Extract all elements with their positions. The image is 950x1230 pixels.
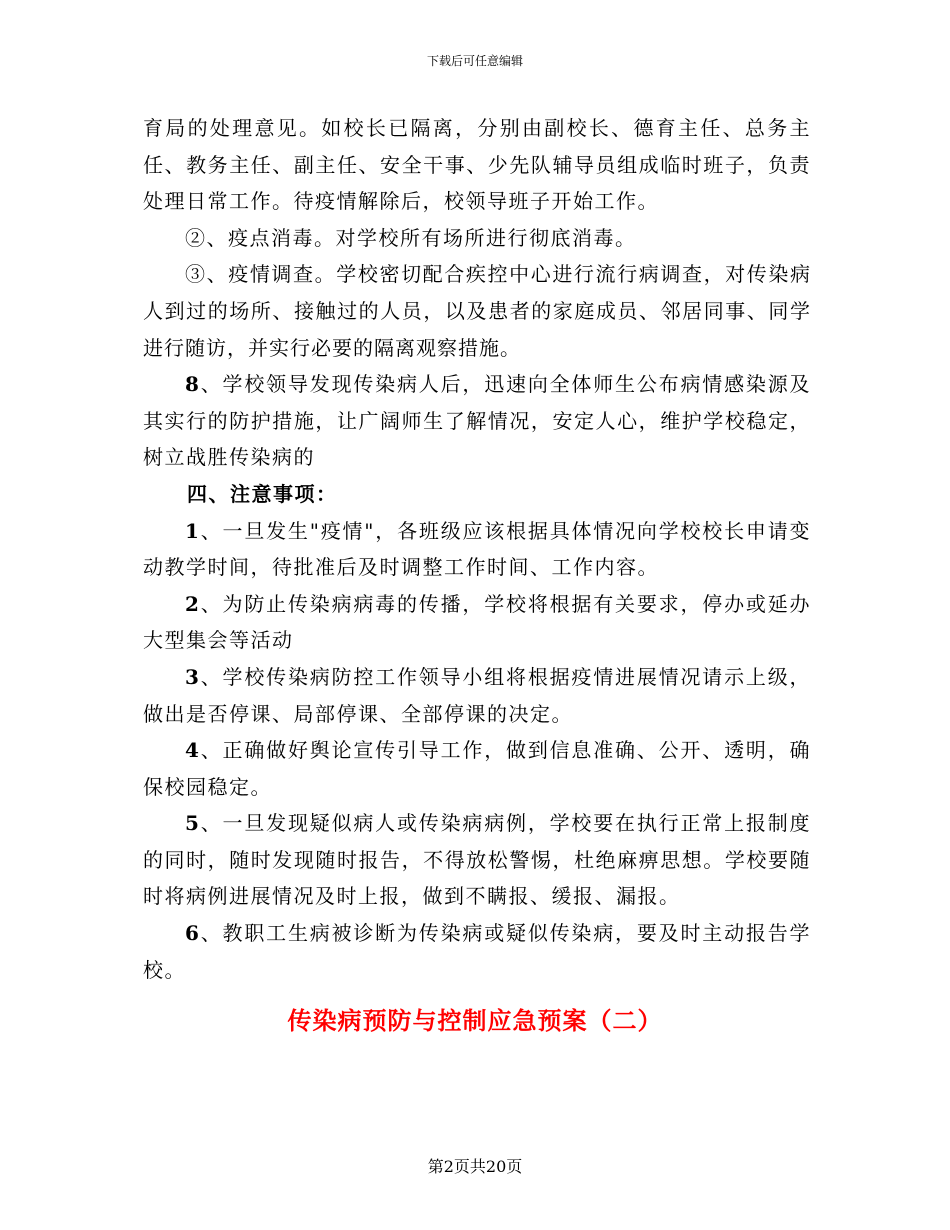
page-footer-number: 第2页共20页 — [427, 1157, 523, 1176]
paragraph-text: 、学校传染病防控工作领导小组将根据疫情进展情况请示上级，做出是否停课、局部停课、全部停课的决定。 — [143, 664, 811, 726]
paragraph-text: 、正确做好舆论宣传引导工作，做到信息准确、公开、透明，确保校园稳定。 — [143, 738, 811, 799]
paragraph-item — [143, 513, 811, 586]
document-body — [143, 110, 811, 988]
section-heading: 传染病预防与控制应急预案（二） — [287, 1006, 663, 1035]
paragraph-text: 、疫点消毒。对学校所有场所进行彻底消毒。 — [206, 225, 637, 250]
paragraph-item — [143, 256, 811, 366]
paragraph-item — [143, 586, 811, 659]
paragraph-text: 、一旦发生"疫情"，各班级应该根据具体情况向学校校长申请变动教学时间，待批准后及时调整工作时间、工作内容。 — [143, 518, 811, 580]
paragraph-item — [143, 366, 811, 476]
paragraph-item — [143, 732, 811, 805]
section-title: 四、注意事项： — [187, 481, 338, 506]
paragraph-text: 、为防止传染病病毒的传播，学校将根据有关要求，停办或延办大型集会等活动 — [143, 591, 811, 653]
item-number: 4 — [185, 738, 201, 763]
page-header-note: 下载后可任意编辑 — [426, 54, 523, 68]
paragraph-text: 、教职工生病被诊断为传染病或疑似传染病，要及时主动报告学校。 — [143, 921, 811, 982]
paragraph-item — [143, 915, 811, 988]
paragraph-item — [143, 220, 811, 257]
paragraph-text: 、一旦发现疑似病人或传染病病例，学校要在执行正常上报制度的同时，随时发现随时报告，不得放松警惕，杜绝麻痹思想。学校要随时将病例进展情况及时上报，做到不瞒报、缓报、漏报。 — [143, 811, 811, 909]
item-number: 5 — [185, 811, 201, 836]
item-number: 2 — [185, 591, 201, 616]
item-number: ③ — [185, 262, 207, 287]
paragraph-text: 、学校领导发现传染病人后，迅速向全体师生公布病情感染源及其实行的防护措施，让广阔师生了解情况，安定人心，维护学校稳定，树立战胜传染病的 — [143, 372, 811, 470]
item-number: 8 — [185, 372, 201, 397]
item-number: ② — [185, 225, 207, 250]
paragraph-item — [143, 659, 811, 732]
paragraph-item — [143, 805, 811, 915]
item-number: 6 — [185, 921, 201, 946]
paragraph-continuation — [143, 110, 811, 220]
paragraph-text: 育局的处理意见。如校长已隔离，分别由副校长、德育主任、总务主任、教务主任、副主任、安全干事、少先队辅导员组成临时班子，负责处理日常工作。待疫情解除后，校领导班子开始工作。 — [143, 116, 811, 214]
paragraph-text: 、疫情调查。学校密切配合疾控中心进行流行病调查，对传染病人到过的场所、接触过的人员，以及患者的家庭成员、邻居同事、同学进行随访，并实行必要的隔离观察措施。 — [143, 262, 812, 360]
item-number: 1 — [185, 518, 201, 543]
item-number: 3 — [185, 664, 201, 689]
